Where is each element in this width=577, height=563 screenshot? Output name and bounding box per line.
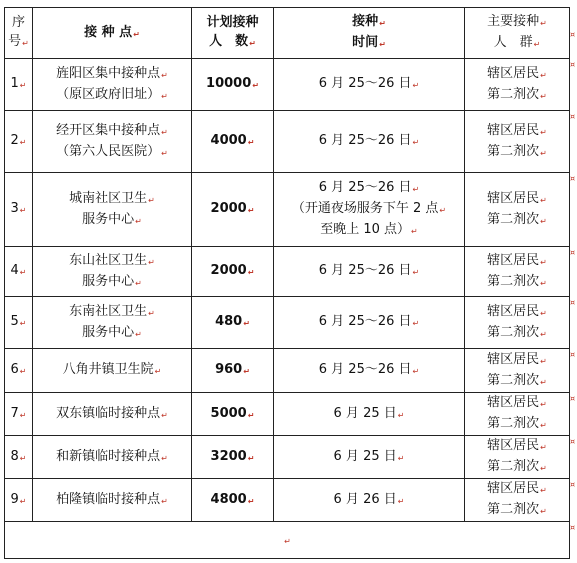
return-arrow-icon: ↵ [397, 453, 405, 463]
return-arrow-icon: ↵ [161, 410, 168, 420]
target-group-line [467, 85, 567, 106]
return-arrow-icon: ↵ [540, 148, 547, 158]
target-group-line [467, 210, 567, 231]
return-arrow-icon: ↵ [161, 70, 168, 80]
table-row [5, 479, 570, 522]
group-cell [465, 173, 570, 247]
row-number-cell [5, 59, 33, 111]
return-arrow-icon: ↵ [22, 39, 29, 48]
return-arrow-icon: ↵ [135, 329, 142, 339]
group-cell [465, 436, 570, 479]
header-group-line: 人 群↵ [493, 35, 541, 50]
return-arrow-icon: ↵ [148, 257, 155, 267]
site-cell [33, 393, 192, 436]
target-group-text: 第二剂次 [487, 502, 540, 517]
site-name-line [35, 490, 189, 511]
time-text: 6 月 25～26 日 [318, 133, 412, 148]
return-arrow-icon: ↵ [540, 195, 547, 205]
row-number-cell [5, 173, 33, 247]
time-line [276, 312, 462, 333]
planned-count: 2000 [210, 263, 247, 278]
target-group-text: 辖区居民 [487, 395, 540, 410]
return-arrow-icon: ↵ [533, 40, 541, 49]
target-group-line [467, 323, 567, 344]
target-group-text: 第二剂次 [487, 372, 540, 388]
header-site-label: 接 种 点 [84, 24, 133, 40]
site-cell [33, 59, 192, 111]
target-group-line [467, 393, 567, 414]
group-cell [465, 393, 570, 436]
return-arrow-icon: ↵ [133, 29, 140, 39]
target-group-text: 第二剂次 [487, 416, 540, 431]
target-group-line [467, 64, 567, 85]
time-text: 6 月 25～26 日 [318, 314, 412, 329]
return-arrow-icon: ↵ [397, 496, 405, 506]
time-cell [274, 349, 465, 393]
return-arrow-icon: ↵ [412, 185, 420, 194]
footer-cell [5, 522, 570, 559]
group-cell [465, 479, 570, 522]
target-group-text: 第二剂次 [487, 459, 540, 474]
planned-count: 4800 [210, 491, 247, 507]
site-name-line [35, 251, 189, 272]
site-name-line [35, 121, 189, 142]
planned-count: 2000 [210, 201, 247, 216]
return-arrow-icon: ↵ [411, 227, 418, 236]
return-arrow-icon: ↵ [540, 257, 547, 267]
planned-count-cell [192, 349, 274, 393]
return-arrow-icon: ↵ [540, 421, 547, 430]
return-arrow-icon: ↵ [540, 329, 547, 339]
site-name-text: （原区政府旧址） [56, 86, 161, 102]
time-text: 6 月 25～26 日 [318, 180, 412, 195]
time-line [276, 131, 462, 152]
return-arrow-icon: ↵ [540, 19, 547, 28]
site-name-text: 服务中心 [82, 211, 135, 227]
time-cell [274, 393, 465, 436]
time-line [276, 74, 462, 95]
table-body [5, 8, 570, 559]
time-cell [274, 297, 465, 349]
planned-count: 5000 [210, 405, 247, 421]
end-of-row-mark-icon: ¤ [570, 523, 576, 532]
return-arrow-icon: ↵ [412, 367, 420, 376]
site-cell [33, 436, 192, 479]
target-group-line [467, 142, 567, 163]
header-no-line: 序 [11, 15, 25, 30]
return-arrow-icon: ↵ [540, 91, 547, 101]
site-name-text: 东南社区卫生 [69, 303, 148, 319]
target-group-text: 第二剂次 [487, 211, 540, 227]
return-arrow-icon: ↵ [135, 216, 142, 226]
time-line [276, 220, 462, 241]
row-number-cell [5, 349, 33, 393]
group-cell [465, 349, 570, 393]
planned-count-cell [192, 173, 274, 247]
row-number-cell [5, 393, 33, 436]
time-line [276, 178, 462, 199]
site-name-text: 八角井镇卫生院 [62, 362, 154, 377]
time-text: 6 月 25～26 日 [318, 263, 412, 278]
time-cell [274, 111, 465, 173]
planned-count-cell [192, 247, 274, 297]
site-name-text: 双东镇临时接种点 [56, 405, 161, 421]
row-number: 7 [10, 405, 19, 421]
site-name-text: （第六人民医院） [56, 143, 161, 159]
header-time-line: 接种↵ [352, 14, 386, 29]
return-arrow-icon: ↵ [540, 127, 547, 137]
row-number: 3 [10, 201, 19, 216]
return-arrow-icon: ↵ [247, 206, 255, 215]
time-line [276, 447, 462, 468]
time-text: 6 月 25 日 [333, 448, 397, 464]
return-arrow-icon: ↵ [161, 91, 168, 101]
target-group-text: 辖区居民 [487, 303, 540, 319]
target-group-line [467, 414, 567, 435]
return-arrow-icon: ↵ [135, 278, 142, 288]
time-line [276, 261, 462, 282]
planned-count-cell [192, 436, 274, 479]
row-number: 5 [10, 314, 19, 329]
group-cell [465, 247, 570, 297]
return-arrow-icon: ↵ [412, 138, 420, 147]
time-line [276, 490, 462, 511]
return-arrow-icon: ↵ [284, 536, 291, 546]
return-arrow-icon: ↵ [247, 268, 255, 277]
return-arrow-icon: ↵ [161, 148, 168, 158]
site-name-text: 旌阳区集中接种点 [56, 65, 161, 81]
site-name-text: 城南社区卫生 [69, 190, 148, 206]
site-cell [33, 111, 192, 173]
end-of-row-mark-icon: ¤ [570, 480, 576, 489]
target-group-line [467, 436, 567, 457]
end-of-row-mark-icon: ¤ [570, 174, 576, 183]
time-line [276, 360, 462, 381]
site-name-line [35, 210, 189, 231]
table-row [5, 111, 570, 173]
site-name-text: 经开区集中接种点 [56, 122, 161, 138]
time-text: 6 月 25～26 日 [318, 362, 412, 377]
target-group-text: 第二剂次 [487, 324, 540, 340]
table-row [5, 59, 570, 111]
return-arrow-icon: ↵ [379, 19, 386, 28]
return-arrow-icon: ↵ [19, 367, 27, 376]
planned-count: 4000 [210, 133, 247, 148]
target-group-line [467, 479, 567, 500]
return-arrow-icon: ↵ [540, 70, 547, 80]
planned-count: 960 [215, 362, 243, 377]
end-of-row-mark-icon: ¤ [570, 437, 576, 446]
row-number-cell [5, 111, 33, 173]
row-number-cell [5, 436, 33, 479]
return-arrow-icon: ↵ [379, 40, 386, 49]
header-no [5, 8, 33, 59]
row-number-cell [5, 479, 33, 522]
end-of-row-mark-icon: ¤ [570, 30, 576, 39]
site-name-line [35, 360, 189, 381]
time-cell [274, 479, 465, 522]
row-number: 1 [10, 76, 19, 91]
end-of-row-mark-icon: ¤ [570, 350, 576, 359]
target-group-text: 第二剂次 [487, 143, 540, 159]
site-name-line [35, 142, 189, 163]
return-arrow-icon: ↵ [19, 268, 27, 277]
table-row [5, 173, 570, 247]
return-arrow-icon: ↵ [243, 319, 250, 328]
time-cell [274, 436, 465, 479]
return-arrow-icon: ↵ [247, 496, 255, 506]
return-arrow-icon: ↵ [148, 195, 155, 205]
row-number: 6 [10, 362, 19, 377]
row-number-cell [5, 247, 33, 297]
return-arrow-icon: ↵ [540, 400, 547, 409]
row-number: 2 [10, 133, 19, 148]
vaccination-schedule-table [4, 7, 570, 559]
row-number: 8 [10, 448, 19, 464]
time-text: 6 月 25～26 日 [318, 76, 412, 91]
header-planned [192, 8, 274, 59]
target-group-line [467, 251, 567, 272]
table-row [5, 297, 570, 349]
return-arrow-icon: ↵ [249, 39, 256, 48]
site-name-text: 和新镇临时接种点 [56, 448, 161, 464]
table-row [5, 247, 570, 297]
return-arrow-icon: ↵ [19, 496, 27, 506]
target-group-text: 辖区居民 [487, 438, 540, 453]
target-group-line [467, 500, 567, 521]
time-text: 6 月 26 日 [333, 491, 397, 507]
return-arrow-icon: ↵ [439, 206, 447, 215]
target-group-line [467, 189, 567, 210]
table-row [5, 436, 570, 479]
end-of-row-mark-icon: ¤ [570, 394, 576, 403]
return-arrow-icon: ↵ [540, 507, 547, 516]
return-arrow-icon: ↵ [540, 308, 547, 318]
return-arrow-icon: ↵ [19, 206, 27, 215]
target-group-line [467, 272, 567, 293]
planned-count-cell [192, 59, 274, 111]
group-cell [465, 59, 570, 111]
return-arrow-icon: ↵ [540, 356, 547, 366]
planned-count: 10000 [206, 76, 252, 91]
header-planned-line: 计划接种 [206, 15, 259, 30]
site-name-line [35, 323, 189, 344]
row-number-cell [5, 297, 33, 349]
return-arrow-icon: ↵ [540, 278, 547, 288]
header-time [274, 8, 465, 59]
return-arrow-icon: ↵ [247, 453, 255, 463]
header-planned-line: 人 数↵ [209, 34, 256, 49]
return-arrow-icon: ↵ [412, 81, 420, 90]
time-text: 6 月 25 日 [333, 405, 397, 421]
return-arrow-icon: ↵ [148, 308, 155, 318]
row-number: 4 [10, 263, 19, 278]
end-of-row-mark-icon: ¤ [570, 112, 576, 121]
site-name-line [35, 64, 189, 85]
site-name-line [35, 189, 189, 210]
return-arrow-icon: ↵ [252, 81, 259, 90]
header-no-line: 号↵ [8, 34, 29, 49]
header-group-line: 主要接种↵ [487, 14, 547, 29]
return-arrow-icon: ↵ [540, 486, 547, 495]
return-arrow-icon: ↵ [161, 453, 168, 463]
site-cell [33, 297, 192, 349]
planned-count: 3200 [210, 448, 247, 464]
target-group-text: 第二剂次 [487, 86, 540, 102]
site-cell [33, 349, 192, 393]
return-arrow-icon: ↵ [19, 410, 27, 420]
end-of-row-mark-icon: ¤ [570, 248, 576, 257]
header-time-line: 时间↵ [352, 35, 386, 50]
target-group-line [467, 350, 567, 371]
table-row [5, 393, 570, 436]
planned-count: 480 [215, 314, 243, 329]
return-arrow-icon: ↵ [247, 410, 255, 420]
end-of-row-mark-icon: ¤ [570, 298, 576, 307]
group-cell [465, 111, 570, 173]
site-name-text: 东山社区卫生 [69, 252, 148, 268]
planned-count-cell [192, 479, 274, 522]
return-arrow-icon: ↵ [540, 377, 547, 387]
planned-count-cell [192, 393, 274, 436]
site-cell [33, 247, 192, 297]
site-cell [33, 479, 192, 522]
return-arrow-icon: ↵ [19, 453, 27, 463]
time-line [276, 199, 462, 220]
time-cell [274, 173, 465, 247]
return-arrow-icon: ↵ [243, 367, 250, 376]
site-name-line [35, 447, 189, 468]
target-group-line [467, 371, 567, 392]
planned-count-cell [192, 111, 274, 173]
time-line [276, 404, 462, 425]
target-group-text: 辖区居民 [487, 481, 540, 496]
target-group-line [467, 457, 567, 478]
site-name-line [35, 404, 189, 425]
time-text: 至晚上 10 点） [320, 222, 411, 237]
return-arrow-icon: ↵ [19, 81, 27, 90]
planned-count-cell [192, 297, 274, 349]
header-group [465, 8, 570, 59]
table-row [5, 349, 570, 393]
row-number: 9 [10, 491, 19, 507]
target-group-text: 辖区居民 [487, 252, 540, 268]
return-arrow-icon: ↵ [247, 138, 255, 147]
site-name-line [35, 85, 189, 106]
return-arrow-icon: ↵ [19, 319, 27, 328]
site-name-text: 柏隆镇临时接种点 [56, 491, 161, 507]
target-group-text: 辖区居民 [487, 65, 540, 81]
header-site [33, 8, 192, 59]
site-name-line [35, 272, 189, 293]
footer-row [5, 522, 570, 559]
target-group-text: 辖区居民 [487, 190, 540, 206]
target-group-line [467, 302, 567, 323]
return-arrow-icon: ↵ [540, 216, 547, 226]
site-cell [33, 173, 192, 247]
return-arrow-icon: ↵ [154, 367, 162, 376]
return-arrow-icon: ↵ [161, 127, 168, 137]
return-arrow-icon: ↵ [540, 464, 547, 473]
target-group-text: 辖区居民 [487, 122, 540, 138]
group-cell [465, 297, 570, 349]
return-arrow-icon: ↵ [161, 496, 168, 506]
time-cell [274, 59, 465, 111]
target-group-text: 第二剂次 [487, 273, 540, 289]
time-cell [274, 247, 465, 297]
site-name-text: 服务中心 [82, 324, 135, 340]
header-row [5, 8, 570, 59]
site-name-text: 服务中心 [82, 273, 135, 289]
target-group-line [467, 121, 567, 142]
return-arrow-icon: ↵ [412, 268, 420, 277]
return-arrow-icon: ↵ [19, 138, 27, 147]
target-group-text: 辖区居民 [487, 351, 540, 367]
return-arrow-icon: ↵ [540, 443, 547, 452]
time-text: （开通夜场服务下午 2 点 [291, 201, 439, 216]
return-arrow-icon: ↵ [397, 410, 405, 420]
end-of-row-mark-icon: ¤ [570, 60, 576, 69]
site-name-line [35, 302, 189, 323]
return-arrow-icon: ↵ [412, 319, 420, 328]
